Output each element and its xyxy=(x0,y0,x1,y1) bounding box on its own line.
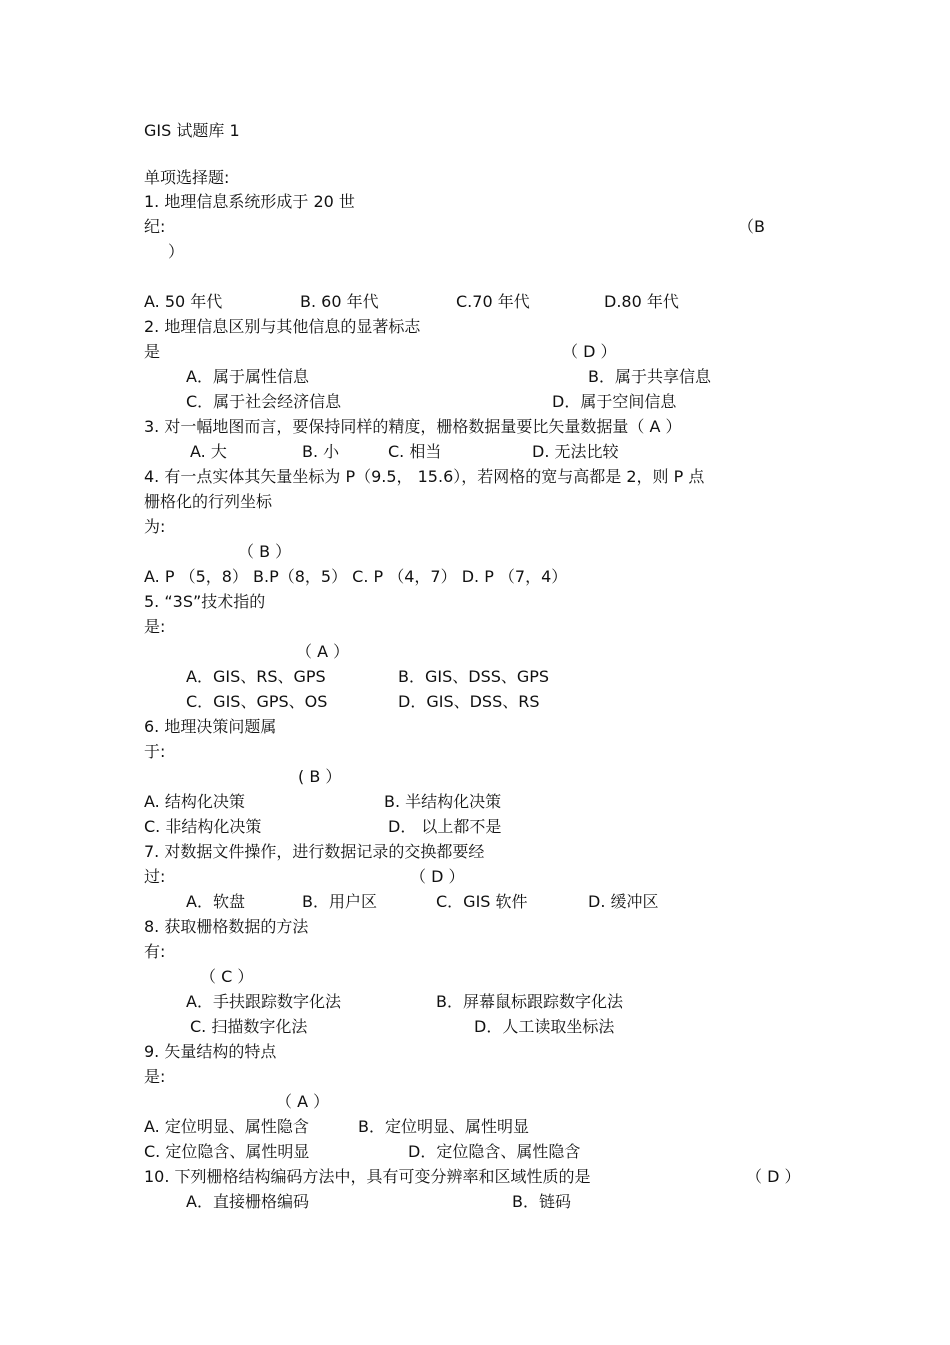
question-9-stem-line-2: 是: xyxy=(144,1067,166,1086)
question-6-answer: ( B ） xyxy=(298,767,342,786)
question-5-answer: （ A ） xyxy=(296,642,350,661)
question-5-stem-line-2: 是: xyxy=(144,617,166,636)
question-5-option-a: A．GIS、RS、GPS xyxy=(186,667,326,686)
question-2-option-c: C．属于社会经济信息 xyxy=(186,392,342,411)
question-8-answer: （ C ） xyxy=(200,967,254,986)
question-2-stem-line-1: 2. 地理信息区别与其他信息的显著标志 xyxy=(144,317,421,336)
question-8-option-b: B．屏幕鼠标跟踪数字化法 xyxy=(436,992,623,1011)
question-3-stem: 3. 对一幅地图而言，要保持同样的精度，栅格数据量要比矢量数据量（ A ） xyxy=(144,417,682,436)
question-3-option-c: C. 相当 xyxy=(388,442,442,461)
question-6-stem-line-2: 于: xyxy=(144,742,166,761)
question-1-option-c: C.70 年代 xyxy=(456,292,530,311)
question-4-answer: （ B ） xyxy=(238,542,292,561)
question-4-options: A. P （5，8） B.P（8，5） C. P （4，7） D. P （7，4） xyxy=(144,567,568,586)
question-2-option-a: A．属于属性信息 xyxy=(186,367,309,386)
question-1-stem-line-2: 纪: xyxy=(144,217,166,236)
question-9-option-d: D．定位隐含、属性隐含 xyxy=(408,1142,581,1161)
question-10-option-a: A．直接栅格编码 xyxy=(186,1192,309,1211)
question-7-option-d: D. 缓冲区 xyxy=(588,892,659,911)
question-9-option-c: C. 定位隐含、属性明显 xyxy=(144,1142,310,1161)
question-9-answer: （ A ） xyxy=(276,1092,330,1111)
question-5-option-b: B．GIS、DSS、GPS xyxy=(398,667,550,686)
question-3-option-a: A. 大 xyxy=(190,442,227,461)
question-8-stem-line-1: 8. 获取栅格数据的方法 xyxy=(144,917,309,936)
question-4-stem-line-2: 栅格化的行列坐标 xyxy=(144,492,273,511)
question-1-option-d: D.80 年代 xyxy=(604,292,679,311)
question-5-option-c: C．GIS、GPS、OS xyxy=(186,692,328,711)
question-7-option-c: C．GIS 软件 xyxy=(436,892,528,911)
question-7-option-a: A．软盘 xyxy=(186,892,245,911)
question-3-option-d: D. 无法比较 xyxy=(532,442,619,461)
question-6-stem-line-1: 6. 地理决策问题属 xyxy=(144,717,277,736)
question-8-option-d: D．人工读取坐标法 xyxy=(474,1017,615,1036)
question-9-option-b: B．定位明显、属性明显 xyxy=(358,1117,529,1136)
question-1-option-a: A. 50 年代 xyxy=(144,292,223,311)
question-6-option-c: C. 非结构化决策 xyxy=(144,817,262,836)
question-9-stem-line-1: 9. 矢量结构的特点 xyxy=(144,1042,277,1061)
question-6-option-d: D． 以上都不是 xyxy=(388,817,502,836)
question-4-stem-line-3: 为: xyxy=(144,517,166,536)
question-7-stem-line-2: 过: xyxy=(144,867,166,886)
question-7-option-b: B．用户区 xyxy=(302,892,377,911)
question-8-option-c: C. 扫描数字化法 xyxy=(190,1017,308,1036)
question-7-answer: （ D ） xyxy=(410,867,465,886)
question-9-option-a: A. 定位明显、属性隐含 xyxy=(144,1117,309,1136)
question-5-stem-line-1: 5. “3S”技术指的 xyxy=(144,592,266,611)
question-2-stem-line-2: 是 xyxy=(144,342,161,361)
question-6-option-a: A. 结构化决策 xyxy=(144,792,245,811)
section-heading: 单项选择题: xyxy=(144,168,230,187)
question-2-option-b: B．属于共享信息 xyxy=(588,367,711,386)
question-8-option-a: A．手扶跟踪数字化法 xyxy=(186,992,341,1011)
document-title: GIS 试题库 1 xyxy=(144,121,240,140)
question-10-stem: 10. 下列栅格结构编码方法中，具有可变分辨率和区域性质的是 xyxy=(144,1167,591,1186)
question-7-stem-line-1: 7. 对数据文件操作，进行数据记录的交换都要经 xyxy=(144,842,485,861)
question-8-stem-line-2: 有: xyxy=(144,942,166,961)
question-5-option-d: D．GIS、DSS、RS xyxy=(398,692,540,711)
question-1-answer-close: ） xyxy=(168,242,185,261)
question-1-answer-open: （B xyxy=(738,217,765,236)
question-4-stem-line-1: 4. 有一点实体其矢量坐标为 P（9.5， 15.6），若网格的宽与高都是 2，则 P 点 xyxy=(144,467,705,486)
question-1-option-b: B. 60 年代 xyxy=(300,292,379,311)
question-1-stem-line-1: 1. 地理信息系统形成于 20 世 xyxy=(144,192,355,211)
question-3-option-b: B. 小 xyxy=(302,442,340,461)
question-2-answer: （ D ） xyxy=(562,342,617,361)
question-2-option-d: D．属于空间信息 xyxy=(552,392,677,411)
question-10-option-b: B．链码 xyxy=(512,1192,571,1211)
question-6-option-b: B. 半结构化决策 xyxy=(384,792,502,811)
question-10-answer: （ D ） xyxy=(746,1167,801,1186)
